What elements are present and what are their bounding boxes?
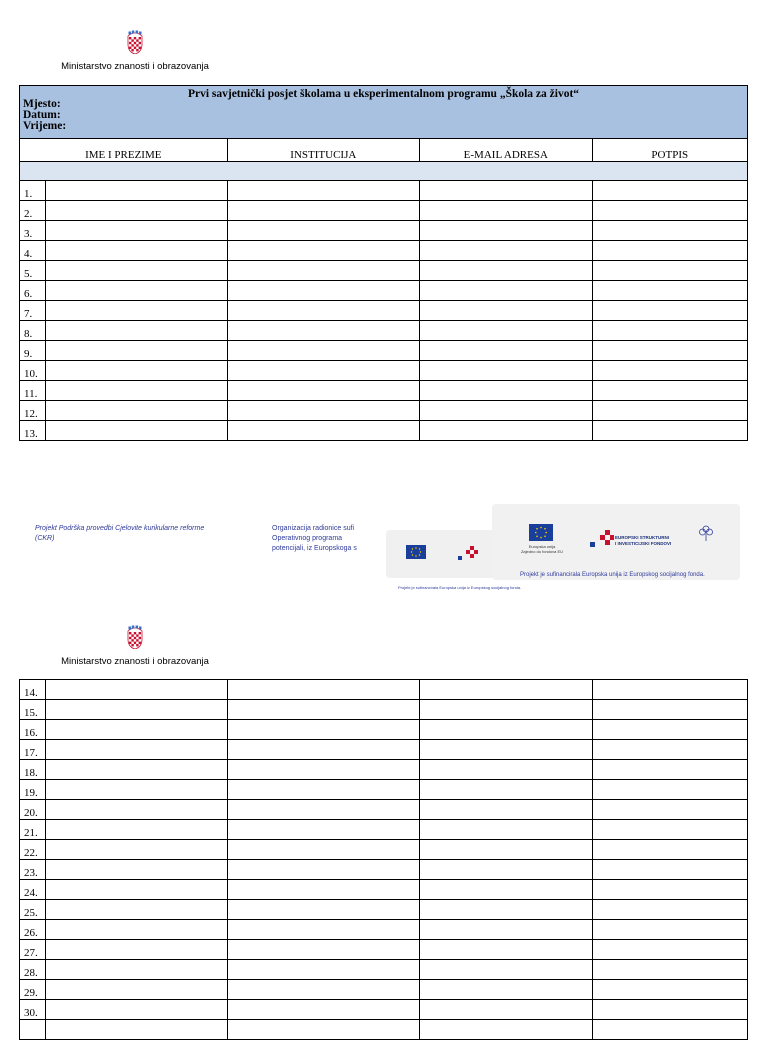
ministry-logo-top bbox=[40, 30, 230, 72]
row-number: 14. bbox=[20, 680, 46, 700]
fund-caption: Projekt je sufinancirala Europska unija iz Europskog socijalnog fonda. bbox=[520, 572, 705, 578]
name-cell[interactable] bbox=[46, 401, 227, 421]
table-row bbox=[20, 381, 748, 401]
email-cell[interactable] bbox=[420, 960, 592, 980]
email-cell[interactable] bbox=[420, 900, 592, 920]
row-number: 8. bbox=[20, 321, 46, 341]
name-cell[interactable] bbox=[46, 1000, 227, 1020]
institution-cell[interactable] bbox=[227, 880, 420, 900]
row-number: 24. bbox=[20, 880, 46, 900]
name-cell[interactable] bbox=[46, 301, 227, 321]
name-cell[interactable] bbox=[46, 780, 227, 800]
name-cell[interactable] bbox=[46, 760, 227, 780]
signature-cell[interactable] bbox=[592, 221, 747, 241]
email-cell[interactable] bbox=[420, 860, 592, 880]
table-row bbox=[20, 900, 748, 920]
row-number: 13. bbox=[20, 421, 46, 441]
email-cell[interactable] bbox=[420, 840, 592, 860]
croatian-coat-of-arms-icon bbox=[127, 30, 143, 54]
column-header-row bbox=[20, 139, 748, 162]
email-cell[interactable] bbox=[420, 1020, 592, 1040]
signature-cell[interactable] bbox=[592, 740, 747, 760]
esf-label: EUROPSKI STRUKTURNI I INVESTICIJSKI FONDOVI bbox=[615, 535, 672, 546]
name-cell[interactable] bbox=[46, 181, 227, 201]
institution-cell[interactable] bbox=[227, 421, 420, 441]
name-cell[interactable] bbox=[46, 960, 227, 980]
institution-cell[interactable] bbox=[227, 361, 420, 381]
institution-cell[interactable] bbox=[227, 680, 420, 700]
table-row bbox=[20, 361, 748, 381]
signature-cell[interactable] bbox=[592, 760, 747, 780]
column-header-name: IME I PREZIME bbox=[20, 139, 228, 162]
row-number: 2. bbox=[20, 201, 46, 221]
institution-cell[interactable] bbox=[227, 940, 420, 960]
signature-cell[interactable] bbox=[592, 920, 747, 940]
table-row bbox=[20, 980, 748, 1000]
name-cell[interactable] bbox=[46, 321, 227, 341]
signature-cell[interactable] bbox=[592, 900, 747, 920]
row-number: 12. bbox=[20, 401, 46, 421]
name-cell[interactable] bbox=[46, 820, 227, 840]
column-header-email: E-MAIL ADRESA bbox=[420, 139, 592, 162]
field-datum: Datum: bbox=[23, 109, 61, 121]
institution-cell[interactable] bbox=[227, 281, 420, 301]
name-cell[interactable] bbox=[46, 381, 227, 401]
signature-cell[interactable] bbox=[592, 840, 747, 860]
signature-cell[interactable] bbox=[592, 820, 747, 840]
ministry-name: Ministarstvo znanosti i obrazovanja bbox=[61, 656, 209, 667]
signature-cell[interactable] bbox=[592, 361, 747, 381]
spacer-row bbox=[20, 162, 748, 181]
name-cell[interactable] bbox=[46, 920, 227, 940]
signature-cell[interactable] bbox=[592, 281, 747, 301]
email-cell[interactable] bbox=[420, 920, 592, 940]
table-row bbox=[20, 760, 748, 780]
email-cell[interactable] bbox=[420, 401, 592, 421]
row-number bbox=[20, 1020, 46, 1040]
flower-logo-icon bbox=[698, 524, 714, 547]
institution-cell[interactable] bbox=[227, 381, 420, 401]
institution-cell[interactable] bbox=[227, 301, 420, 321]
name-cell[interactable] bbox=[46, 720, 227, 740]
name-cell[interactable] bbox=[46, 361, 227, 381]
name-cell[interactable] bbox=[46, 680, 227, 700]
table-row bbox=[20, 700, 748, 720]
ministry-name: Ministarstvo znanosti i obrazovanja bbox=[61, 61, 209, 72]
signature-cell[interactable] bbox=[592, 1020, 747, 1040]
form-title: Prvi savjetnički posjet školama u eksperimentalnom programu „Škola za život“ bbox=[187, 88, 580, 100]
signature-cell[interactable] bbox=[592, 181, 747, 201]
attendance-table-page1 bbox=[19, 85, 748, 441]
email-cell[interactable] bbox=[420, 1000, 592, 1020]
institution-cell[interactable] bbox=[227, 221, 420, 241]
table-row bbox=[20, 181, 748, 201]
signature-cell[interactable] bbox=[592, 321, 747, 341]
row-number: 27. bbox=[20, 940, 46, 960]
row-number: 11. bbox=[20, 381, 46, 401]
institution-cell[interactable] bbox=[227, 700, 420, 720]
name-cell[interactable] bbox=[46, 261, 227, 281]
table-row bbox=[20, 780, 748, 800]
table-row bbox=[20, 301, 748, 321]
name-cell[interactable] bbox=[46, 800, 227, 820]
institution-cell[interactable] bbox=[227, 960, 420, 980]
institution-cell[interactable] bbox=[227, 860, 420, 880]
table-row bbox=[20, 321, 748, 341]
table-row bbox=[20, 880, 748, 900]
row-number: 21. bbox=[20, 820, 46, 840]
signature-cell[interactable] bbox=[592, 261, 747, 281]
email-cell[interactable] bbox=[420, 201, 592, 221]
name-cell[interactable] bbox=[46, 740, 227, 760]
table-row bbox=[20, 680, 748, 700]
email-cell[interactable] bbox=[420, 341, 592, 361]
table-row bbox=[20, 421, 748, 441]
row-number: 1. bbox=[20, 181, 46, 201]
email-cell[interactable] bbox=[420, 321, 592, 341]
email-cell[interactable] bbox=[420, 800, 592, 820]
email-cell[interactable] bbox=[420, 940, 592, 960]
signature-cell[interactable] bbox=[592, 1000, 747, 1020]
name-cell[interactable] bbox=[46, 700, 227, 720]
row-number: 3. bbox=[20, 221, 46, 241]
name-cell[interactable] bbox=[46, 1020, 227, 1040]
name-cell[interactable] bbox=[46, 341, 227, 361]
table-row bbox=[20, 860, 748, 880]
row-number: 28. bbox=[20, 960, 46, 980]
checkerboard-icon bbox=[458, 546, 478, 567]
signature-cell[interactable] bbox=[592, 720, 747, 740]
email-cell[interactable] bbox=[420, 980, 592, 1000]
institution-cell[interactable] bbox=[227, 780, 420, 800]
email-cell[interactable] bbox=[420, 281, 592, 301]
email-cell[interactable] bbox=[420, 361, 592, 381]
table-row bbox=[20, 201, 748, 221]
name-cell[interactable] bbox=[46, 221, 227, 241]
table-row bbox=[20, 341, 748, 361]
institution-cell[interactable] bbox=[227, 760, 420, 780]
signature-cell[interactable] bbox=[592, 980, 747, 1000]
column-header-institution: INSTITUCIJA bbox=[227, 139, 420, 162]
table-row bbox=[20, 960, 748, 980]
signature-cell[interactable] bbox=[592, 880, 747, 900]
institution-cell[interactable] bbox=[227, 840, 420, 860]
ministry-logo-bottom bbox=[40, 625, 230, 667]
table-row bbox=[20, 820, 748, 840]
row-number: 22. bbox=[20, 840, 46, 860]
name-cell[interactable] bbox=[46, 421, 227, 441]
email-cell[interactable] bbox=[420, 301, 592, 321]
email-cell[interactable] bbox=[420, 700, 592, 720]
name-cell[interactable] bbox=[46, 900, 227, 920]
row-number: 6. bbox=[20, 281, 46, 301]
table-row bbox=[20, 221, 748, 241]
email-cell[interactable] bbox=[420, 221, 592, 241]
table-row bbox=[20, 1000, 748, 1020]
institution-cell[interactable] bbox=[227, 920, 420, 940]
table-row bbox=[20, 241, 748, 261]
table-row bbox=[20, 740, 748, 760]
table-row bbox=[20, 1020, 748, 1040]
signature-cell[interactable] bbox=[592, 301, 747, 321]
email-cell[interactable] bbox=[420, 780, 592, 800]
name-cell[interactable] bbox=[46, 940, 227, 960]
signature-cell[interactable] bbox=[592, 381, 747, 401]
name-cell[interactable] bbox=[46, 281, 227, 301]
signature-cell[interactable] bbox=[592, 201, 747, 221]
institution-cell[interactable] bbox=[227, 241, 420, 261]
signature-cell[interactable] bbox=[592, 860, 747, 880]
email-cell[interactable] bbox=[420, 760, 592, 780]
name-cell[interactable] bbox=[46, 880, 227, 900]
table-row bbox=[20, 720, 748, 740]
email-cell[interactable] bbox=[420, 880, 592, 900]
signature-cell[interactable] bbox=[592, 800, 747, 820]
institution-cell[interactable] bbox=[227, 820, 420, 840]
form-header bbox=[20, 86, 748, 139]
email-cell[interactable] bbox=[420, 820, 592, 840]
row-number: 26. bbox=[20, 920, 46, 940]
institution-cell[interactable] bbox=[227, 800, 420, 820]
institution-cell[interactable] bbox=[227, 321, 420, 341]
row-number: 29. bbox=[20, 980, 46, 1000]
name-cell[interactable] bbox=[46, 860, 227, 880]
institution-cell[interactable] bbox=[227, 401, 420, 421]
signature-cell[interactable] bbox=[592, 421, 747, 441]
signature-cell[interactable] bbox=[592, 960, 747, 980]
signature-cell[interactable] bbox=[592, 700, 747, 720]
signature-cell[interactable] bbox=[592, 241, 747, 261]
checkerboard-icon bbox=[590, 530, 614, 555]
email-cell[interactable] bbox=[420, 181, 592, 201]
row-number: 23. bbox=[20, 860, 46, 880]
email-cell[interactable] bbox=[420, 421, 592, 441]
signature-cell[interactable] bbox=[592, 940, 747, 960]
eu-flag-icon bbox=[529, 524, 553, 541]
institution-cell[interactable] bbox=[227, 900, 420, 920]
table-row bbox=[20, 940, 748, 960]
name-cell[interactable] bbox=[46, 840, 227, 860]
institution-cell[interactable] bbox=[227, 1020, 420, 1040]
row-number: 16. bbox=[20, 720, 46, 740]
project-name: Projekt Podrška provedbi Cjelovite kurikularne reforme (CKR) bbox=[35, 525, 205, 542]
table-row bbox=[20, 261, 748, 281]
field-mjesto: Mjesto: bbox=[23, 98, 61, 110]
row-number: 20. bbox=[20, 800, 46, 820]
eu-funds-banner-small bbox=[386, 530, 506, 578]
institution-cell[interactable] bbox=[227, 261, 420, 281]
institution-cell[interactable] bbox=[227, 720, 420, 740]
croatian-coat-of-arms-icon bbox=[127, 625, 143, 649]
eu-label: Europska unija Zajedno do fondova EU bbox=[520, 544, 564, 554]
institution-cell[interactable] bbox=[227, 341, 420, 361]
email-cell[interactable] bbox=[420, 241, 592, 261]
field-vrijeme: Vrijeme: bbox=[23, 120, 67, 132]
column-header-signature: POTPIS bbox=[592, 139, 747, 162]
fund-caption-small: Projekt je sufinancirala Europska unija iz Europskog socijalnog fonda. bbox=[398, 585, 522, 590]
row-number: 30. bbox=[20, 1000, 46, 1020]
email-cell[interactable] bbox=[420, 740, 592, 760]
email-cell[interactable] bbox=[420, 720, 592, 740]
organization-text: Organizacija radionice sufi Operativnog programa potencijali, iz Europskoga s bbox=[272, 525, 357, 552]
name-cell[interactable] bbox=[46, 201, 227, 221]
signature-cell[interactable] bbox=[592, 341, 747, 361]
row-number: 19. bbox=[20, 780, 46, 800]
email-cell[interactable] bbox=[420, 381, 592, 401]
row-number: 4. bbox=[20, 241, 46, 261]
institution-cell[interactable] bbox=[227, 1000, 420, 1020]
institution-cell[interactable] bbox=[227, 181, 420, 201]
table-row bbox=[20, 800, 748, 820]
row-number: 18. bbox=[20, 760, 46, 780]
row-number: 7. bbox=[20, 301, 46, 321]
name-cell[interactable] bbox=[46, 241, 227, 261]
attendance-table-page2 bbox=[19, 679, 748, 1040]
table-row bbox=[20, 281, 748, 301]
institution-cell[interactable] bbox=[227, 201, 420, 221]
row-number: 9. bbox=[20, 341, 46, 361]
table-row bbox=[20, 920, 748, 940]
name-cell[interactable] bbox=[46, 980, 227, 1000]
signature-cell[interactable] bbox=[592, 401, 747, 421]
table-row bbox=[20, 401, 748, 421]
row-number: 15. bbox=[20, 700, 46, 720]
signature-cell[interactable] bbox=[592, 780, 747, 800]
signature-cell[interactable] bbox=[592, 680, 747, 700]
email-cell[interactable] bbox=[420, 261, 592, 281]
row-number: 17. bbox=[20, 740, 46, 760]
institution-cell[interactable] bbox=[227, 980, 420, 1000]
table-row bbox=[20, 840, 748, 860]
row-number: 10. bbox=[20, 361, 46, 381]
row-number: 5. bbox=[20, 261, 46, 281]
institution-cell[interactable] bbox=[227, 740, 420, 760]
eu-flag-icon bbox=[406, 545, 426, 559]
email-cell[interactable] bbox=[420, 680, 592, 700]
row-number: 25. bbox=[20, 900, 46, 920]
